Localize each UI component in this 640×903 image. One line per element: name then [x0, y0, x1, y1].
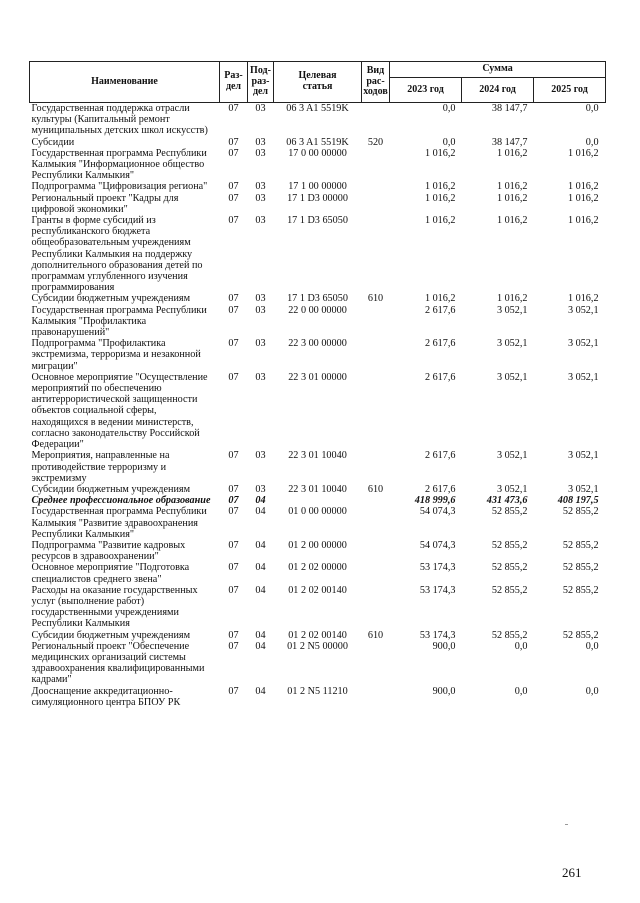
- row-sum-2025: 408 197,5: [557, 495, 599, 507]
- row-podrazdel: 03: [255, 147, 266, 159]
- row-sum-2023: 2 617,6: [424, 450, 456, 462]
- row-podrazdel: 03: [255, 293, 266, 305]
- row-expense-type: [362, 506, 390, 540]
- row-sum-2024: 52 855,2: [491, 562, 528, 574]
- row-sum-2025: 0,0: [585, 640, 599, 652]
- page-number: 261: [562, 865, 582, 880]
- row-expense-type: [362, 338, 390, 372]
- row-target-article: 06 3 A1 5519K: [286, 103, 349, 114]
- table-row: [30, 585, 606, 630]
- row-razdel: 07: [228, 304, 239, 316]
- row-podrazdel: 03: [255, 304, 266, 316]
- row-sum-2024: 3 052,1: [496, 450, 528, 462]
- row-target-article: 01 2 02 00000: [288, 562, 347, 574]
- row-sum-2024: 431 473,6: [486, 495, 528, 507]
- row-sum-2024: 3 052,1: [496, 483, 528, 495]
- scan-mark: [565, 824, 568, 825]
- table-row: [30, 630, 606, 641]
- row-podrazdel: 04: [255, 506, 266, 518]
- row-expense-type: [362, 372, 390, 450]
- row-sum-2023: 0,0: [442, 103, 456, 114]
- table-row: [30, 181, 606, 192]
- row-name: Мероприятия, направленные на противодействие терроризму и экстремизму: [31, 450, 170, 484]
- table-row: [30, 193, 606, 215]
- table-row: [30, 148, 606, 182]
- row-sum-2023: 900,0: [432, 685, 456, 697]
- row-expense-type: 520: [367, 136, 384, 148]
- row-name: Субсидии бюджетным учреждениям: [31, 629, 191, 641]
- header-sum: Сумма: [390, 62, 606, 78]
- table-row: [30, 338, 606, 372]
- row-target-article: 17 1 D3 65050: [287, 215, 348, 227]
- row-sum-2024: 38 147,7: [491, 136, 528, 148]
- row-target-article: 01 2 N5 11210: [287, 685, 348, 697]
- row-name: Субсидии: [31, 136, 75, 148]
- row-expense-type: [362, 686, 390, 708]
- row-target-article: 22 3 00 00000: [288, 338, 347, 350]
- row-sum-2023: 2 617,6: [424, 338, 456, 350]
- row-sum-2023: 2 617,6: [424, 304, 456, 316]
- row-name: Государственная программа Республики Калмыкия "Профилактика правонарушений": [31, 304, 207, 339]
- row-expense-type: [362, 540, 390, 562]
- row-sum-2024: 3 052,1: [496, 304, 528, 316]
- row-name: Субсидии бюджетным учреждениям: [31, 293, 191, 305]
- table-row: [30, 372, 606, 450]
- table-row: [30, 293, 606, 304]
- row-target-article: 01 0 00 00000: [288, 506, 347, 518]
- row-target-article: [274, 495, 362, 506]
- row-expense-type: [362, 450, 390, 484]
- row-podrazdel: 04: [255, 584, 266, 596]
- row-expense-type: [362, 495, 390, 506]
- row-sum-2025: 1 016,2: [567, 293, 599, 305]
- row-sum-2024: 1 016,2: [496, 181, 528, 193]
- row-sum-2025: 3 052,1: [567, 338, 599, 350]
- table-row: [30, 215, 606, 293]
- row-name: Региональный проект "Обеспечение медицинских организаций системы здравоохранения квалифицированными кадрами": [31, 640, 205, 686]
- row-sum-2024: 52 855,2: [491, 506, 528, 518]
- row-target-article: 01 2 02 00140: [288, 629, 347, 641]
- row-expense-type: 610: [367, 483, 384, 495]
- row-podrazdel: 03: [255, 371, 266, 383]
- row-target-article: 17 0 00 00000: [288, 147, 347, 159]
- row-sum-2024: 1 016,2: [496, 147, 528, 159]
- row-target-article: 17 1 D3 65050: [287, 293, 348, 305]
- header-podrazdel: Под- раз- дел: [248, 62, 274, 103]
- table-body: [30, 103, 606, 708]
- row-expense-type: [362, 215, 390, 293]
- row-sum-2025: 52 855,2: [562, 539, 599, 551]
- row-podrazdel: 03: [255, 103, 266, 114]
- row-razdel: 07: [228, 584, 239, 596]
- row-sum-2023: 2 617,6: [424, 371, 456, 383]
- row-razdel: 07: [228, 103, 239, 114]
- row-expense-type: 610: [367, 629, 384, 641]
- row-sum-2023: 418 999,6: [414, 495, 456, 507]
- budget-table: [29, 61, 606, 708]
- header-expense-type: Вид рас- ходов: [362, 62, 390, 103]
- row-sum-2023: 54 074,3: [419, 539, 456, 551]
- row-sum-2025: 0,0: [585, 685, 599, 697]
- row-sum-2025: 1 016,2: [567, 181, 599, 193]
- row-sum-2024: 0,0: [514, 640, 528, 652]
- row-razdel: 07: [228, 450, 239, 462]
- table-row: [30, 641, 606, 686]
- header-target-article: Целевая статья: [274, 62, 362, 103]
- row-sum-2025: 3 052,1: [567, 450, 599, 462]
- table-row: [30, 506, 606, 540]
- row-razdel: 07: [228, 293, 239, 305]
- row-expense-type: [362, 181, 390, 192]
- row-sum-2025: 1 016,2: [567, 147, 599, 159]
- table-row: [30, 484, 606, 495]
- row-razdel: 07: [228, 483, 239, 495]
- row-sum-2025: 52 855,2: [562, 584, 599, 596]
- row-sum-2025: 3 052,1: [567, 483, 599, 495]
- row-name: Гранты в форме субсидий из республиканского бюджета общеобразовательным учреждениям Республики Калмыкия на поддержку дополнительного образования детей по программам углубленного изучения программирования: [31, 215, 203, 294]
- row-expense-type: [362, 103, 390, 137]
- row-sum-2024: 38 147,7: [491, 103, 528, 114]
- row-sum-2025: 52 855,2: [562, 629, 599, 641]
- row-podrazdel: 04: [255, 539, 266, 551]
- row-sum-2023: 1 016,2: [424, 147, 456, 159]
- row-sum-2024: 52 855,2: [491, 539, 528, 551]
- row-target-article: 17 1 D3 00000: [287, 192, 348, 204]
- row-sum-2023: 900,0: [432, 640, 456, 652]
- row-target-article: 17 1 00 00000: [288, 181, 347, 193]
- row-expense-type: [362, 585, 390, 630]
- row-sum-2024: 1 016,2: [496, 293, 528, 305]
- row-name: Подпрограмма "Профилактика экстремизма, терроризма и незаконной миграции": [31, 338, 201, 372]
- row-name: Расходы на оказание государственных услуг (выполнение работ) государственными учреждениями Республики Калмыкия: [31, 584, 198, 630]
- row-expense-type: [362, 305, 390, 339]
- table-row: [30, 103, 606, 137]
- row-razdel: 07: [228, 629, 239, 641]
- row-name: Основное мероприятие "Осуществление мероприятий по обеспечению антитеррористической защищенности объектов социальной сферы, находящихся в ведении министерств, согласно законодательству Российской Федерации": [31, 371, 208, 451]
- row-sum-2025: 3 052,1: [567, 304, 599, 316]
- budget-table-page: [29, 61, 605, 708]
- row-sum-2023: 0,0: [442, 136, 456, 148]
- row-sum-2025: 1 016,2: [567, 215, 599, 227]
- row-name: Государственная программа Республики Калмыкия "Информационное общество Республики Калмыкия": [31, 147, 207, 182]
- row-target-article: 01 2 N5 00000: [287, 640, 348, 652]
- row-razdel: 07: [228, 685, 239, 697]
- row-name: Государственная поддержка отрасли культуры (Капитальный ремонт муниципальных детских школ искусств): [31, 103, 208, 137]
- table-row: [30, 450, 606, 484]
- row-target-article: 01 2 02 00140: [288, 584, 347, 596]
- row-name: Региональный проект "Кадры для цифровой экономики": [31, 192, 179, 215]
- row-target-article: 22 3 01 10040: [288, 483, 347, 495]
- row-razdel: 07: [228, 562, 239, 574]
- row-sum-2025: 1 016,2: [567, 192, 599, 204]
- row-podrazdel: 04: [255, 562, 266, 574]
- row-sum-2024: 52 855,2: [491, 629, 528, 641]
- row-podrazdel: 03: [255, 450, 266, 462]
- table-row: [30, 562, 606, 584]
- row-sum-2023: 1 016,2: [424, 215, 456, 227]
- row-sum-2023: 54 074,3: [419, 506, 456, 518]
- row-razdel: 07: [228, 192, 239, 204]
- header-year-2024: 2024 год: [462, 78, 534, 103]
- row-name: Среднее профессиональное образование: [31, 495, 211, 507]
- row-target-article: 22 3 01 00000: [288, 371, 347, 383]
- row-podrazdel: 04: [255, 629, 266, 641]
- row-razdel: 07: [228, 338, 239, 350]
- header-razdel: Раз- дел: [220, 62, 248, 103]
- header-year-2025: 2025 год: [534, 78, 606, 103]
- table-row: [30, 137, 606, 148]
- row-expense-type: [362, 562, 390, 584]
- row-razdel: 07: [228, 136, 239, 148]
- row-sum-2024: 52 855,2: [491, 584, 528, 596]
- row-expense-type: [362, 641, 390, 686]
- row-razdel: 07: [228, 539, 239, 551]
- table-row: [30, 540, 606, 562]
- row-razdel: 07: [228, 506, 239, 518]
- row-sum-2025: 3 052,1: [567, 371, 599, 383]
- table-row: [30, 686, 606, 708]
- row-expense-type: 610: [367, 293, 384, 305]
- table-row: [30, 495, 606, 506]
- row-podrazdel: 03: [255, 483, 266, 495]
- row-sum-2023: 1 016,2: [424, 181, 456, 193]
- row-podrazdel: 03: [255, 338, 266, 350]
- row-podrazdel: 04: [255, 640, 266, 652]
- row-sum-2024: 3 052,1: [496, 371, 528, 383]
- row-sum-2023: 53 174,3: [419, 629, 456, 641]
- row-razdel: 07: [228, 147, 239, 159]
- row-sum-2023: 53 174,3: [419, 584, 456, 596]
- row-sum-2025: 0,0: [585, 103, 599, 114]
- row-sum-2024: 1 016,2: [496, 215, 528, 227]
- row-razdel: 07: [228, 181, 239, 193]
- row-target-article: 06 3 A1 5519K: [286, 136, 349, 148]
- row-podrazdel: 03: [255, 215, 266, 227]
- row-sum-2023: 1 016,2: [424, 293, 456, 305]
- row-sum-2023: 53 174,3: [419, 562, 456, 574]
- row-sum-2025: 52 855,2: [562, 562, 599, 574]
- row-name: Подпрограмма "Развитие кадровых ресурсов в здравоохранении": [31, 539, 186, 563]
- row-podrazdel: 04: [255, 685, 266, 697]
- row-name: Подпрограмма "Цифровизация региона": [31, 181, 208, 193]
- header-name: Наименование: [30, 62, 220, 103]
- row-name: Дооснащение аккредитационно-симуляционного центра БПОУ РК: [31, 685, 181, 708]
- table-row: [30, 305, 606, 339]
- row-podrazdel: 03: [255, 136, 266, 148]
- row-sum-2024: 3 052,1: [496, 338, 528, 350]
- row-sum-2024: 1 016,2: [496, 192, 528, 204]
- row-target-article: 22 0 00 00000: [288, 304, 347, 316]
- row-name: Основное мероприятие "Подготовка специалистов среднего звена": [31, 562, 190, 585]
- row-razdel: 07: [228, 495, 239, 507]
- row-razdel: 07: [228, 371, 239, 383]
- row-sum-2024: 0,0: [514, 685, 528, 697]
- row-expense-type: [362, 193, 390, 215]
- row-expense-type: [362, 148, 390, 182]
- row-sum-2025: 52 855,2: [562, 506, 599, 518]
- row-sum-2023: 2 617,6: [424, 483, 456, 495]
- row-podrazdel: 03: [255, 192, 266, 204]
- row-podrazdel: 04: [255, 495, 266, 507]
- row-sum-2025: 0,0: [585, 136, 599, 148]
- row-sum-2023: 1 016,2: [424, 192, 456, 204]
- table-header: [30, 62, 606, 103]
- row-target-article: 01 2 00 00000: [288, 539, 347, 551]
- row-name: Субсидии бюджетным учреждениям: [31, 483, 191, 495]
- row-podrazdel: 03: [255, 181, 266, 193]
- row-target-article: 22 3 01 10040: [288, 450, 347, 462]
- row-name: Государственная программа Республики Калмыкия "Развитие здравоохранения Республики Калмыкия": [31, 506, 207, 540]
- row-razdel: 07: [228, 640, 239, 652]
- header-year-2023: 2023 год: [390, 78, 462, 103]
- row-razdel: 07: [228, 215, 239, 227]
